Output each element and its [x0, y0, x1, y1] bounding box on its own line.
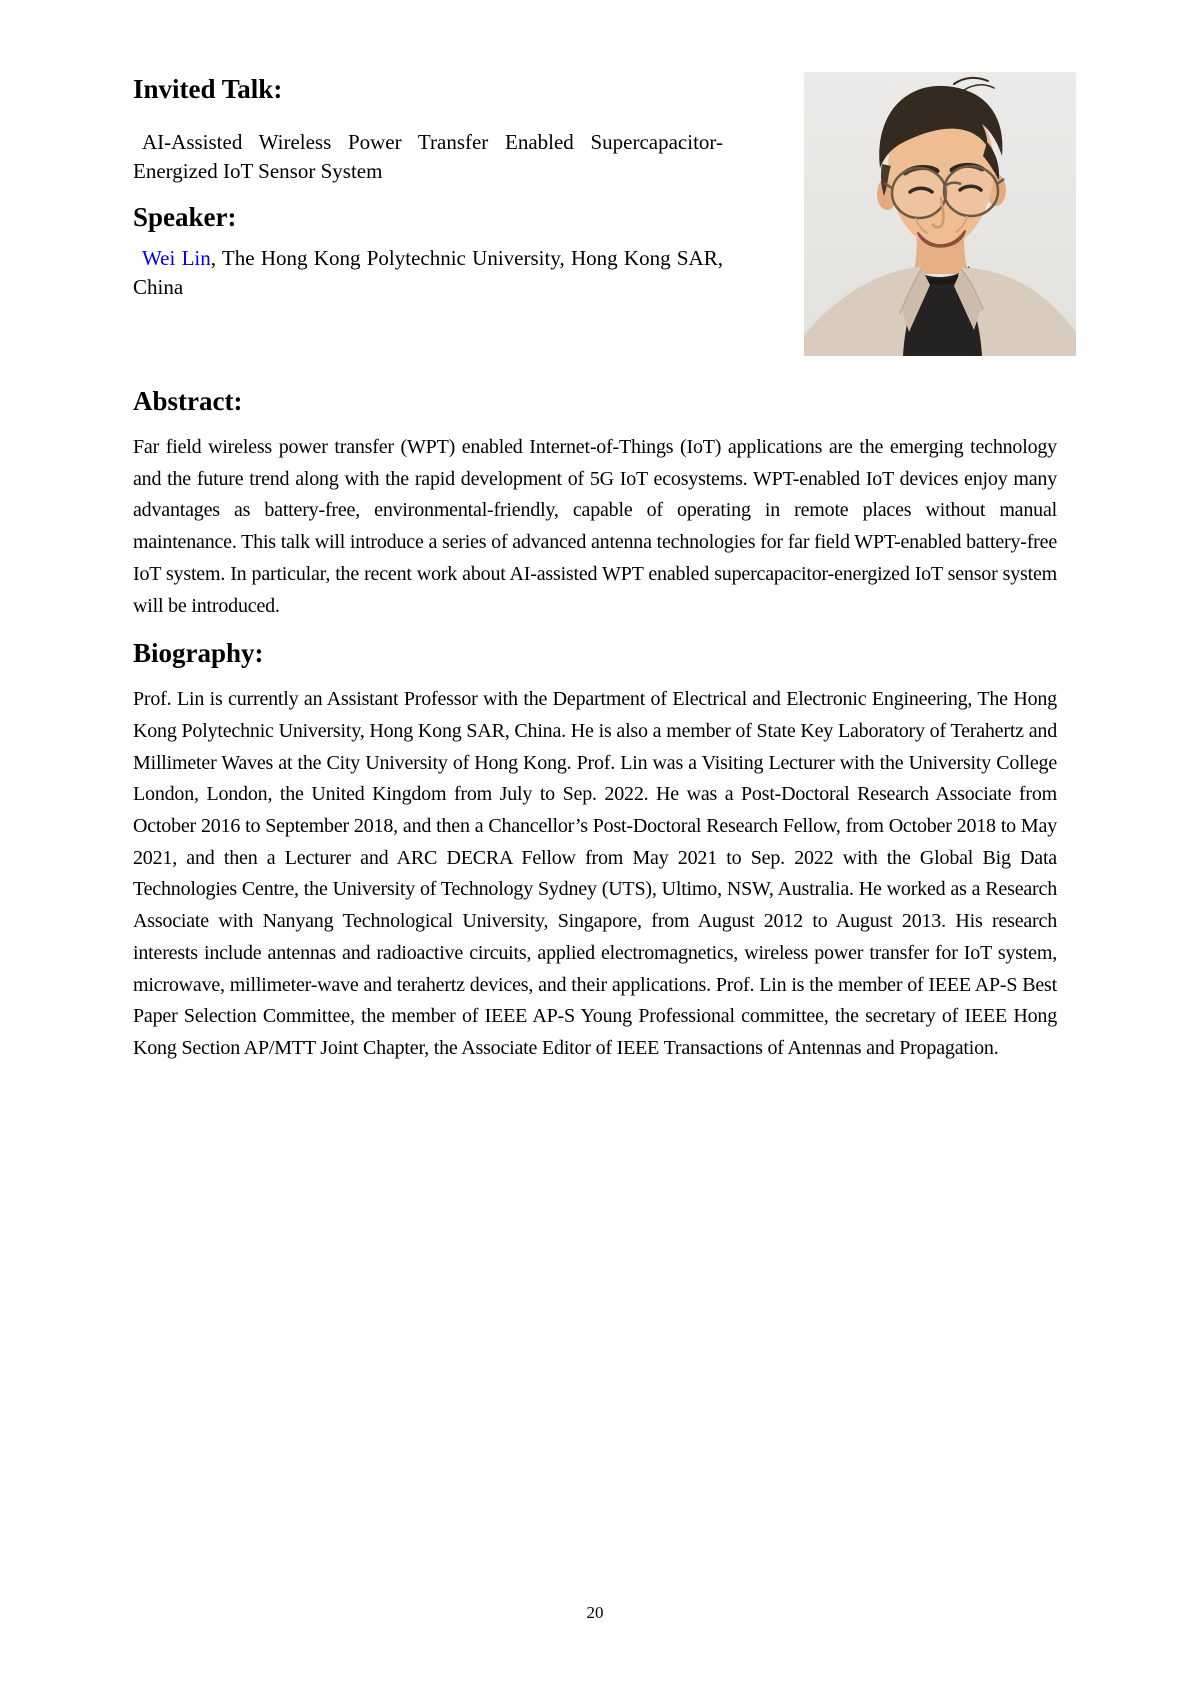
invited-talk-heading: Invited Talk: [133, 74, 283, 104]
speaker-name-link[interactable]: Wei Lin [142, 246, 211, 270]
talk-title: AI-Assisted Wireless Power Transfer Enabled Supercapacitor-Energized IoT Sensor System [133, 130, 723, 183]
abstract-text: Far field wireless power transfer (WPT) enabled Internet-of-Things (IoT) applications are the emerging technology and the future trend along with the rapid development of 5G IoT ecosystems. WPT-enabled IoT devices enjoy many advantages as battery-free, environmental-friendly, capable of operating in remote places without manual maintenance. This talk will introduce a series of advanced antenna technologies for far field WPT-enabled battery-free IoT system. In particular, the recent work about AI-assisted WPT enabled supercapacitor-energized IoT sensor system will be introduced. [133, 436, 1057, 617]
speaker-affiliation: , The Hong Kong Polytechnic University, Hong Kong SAR, China [133, 246, 723, 299]
abstract-heading: Abstract: [133, 386, 243, 416]
page-number: 20 [586, 1603, 604, 1622]
speaker-line [133, 244, 723, 302]
content-column [133, 72, 1057, 1065]
speaker-heading: Speaker: [133, 202, 237, 232]
biography-text: Prof. Lin is currently an Assistant Professor with the Department of Electrical and Electronic Engineering, The Hong Kong Polytechnic University, Hong Kong SAR, China. He is also a member of State Key Laboratory of Terahertz and Millimeter Waves at the City University of Hong Kong. Prof. Lin was a Visiting Lecturer with the University College London, London, the United Kingdom from July to Sep. 2022. He was a Post-Doctoral Research Associate from October 2016 to September 2018, and then a Chancellor’s Post-Doctoral Research Fellow, from October 2018 to May 2021, and then a Lecturer and ARC DECRA Fellow from May 2021 to Sep. 2022 with the Global Big Data Technologies Centre, the University of Technology Sydney (UTS), Ultimo, NSW, Australia. He worked as a Research Associate with Nanyang Technological University, Singapore, from August 2012 to August 2013. His research interests include antennas and radioactive circuits, applied electromagnetics, wireless power transfer for IoT system, microwave, millimeter-wave and terahertz devices, and their applications. Prof. Lin is the member of IEEE AP-S Best Paper Selection Committee, the member of IEEE AP-S Young Professional committee, the secretary of IEEE Hong Kong Section AP/MTT Joint Chapter, the Associate Editor of IEEE Transactions of Antennas and Propagation. [133, 688, 1057, 1059]
biography-heading: Biography: [133, 638, 264, 669]
